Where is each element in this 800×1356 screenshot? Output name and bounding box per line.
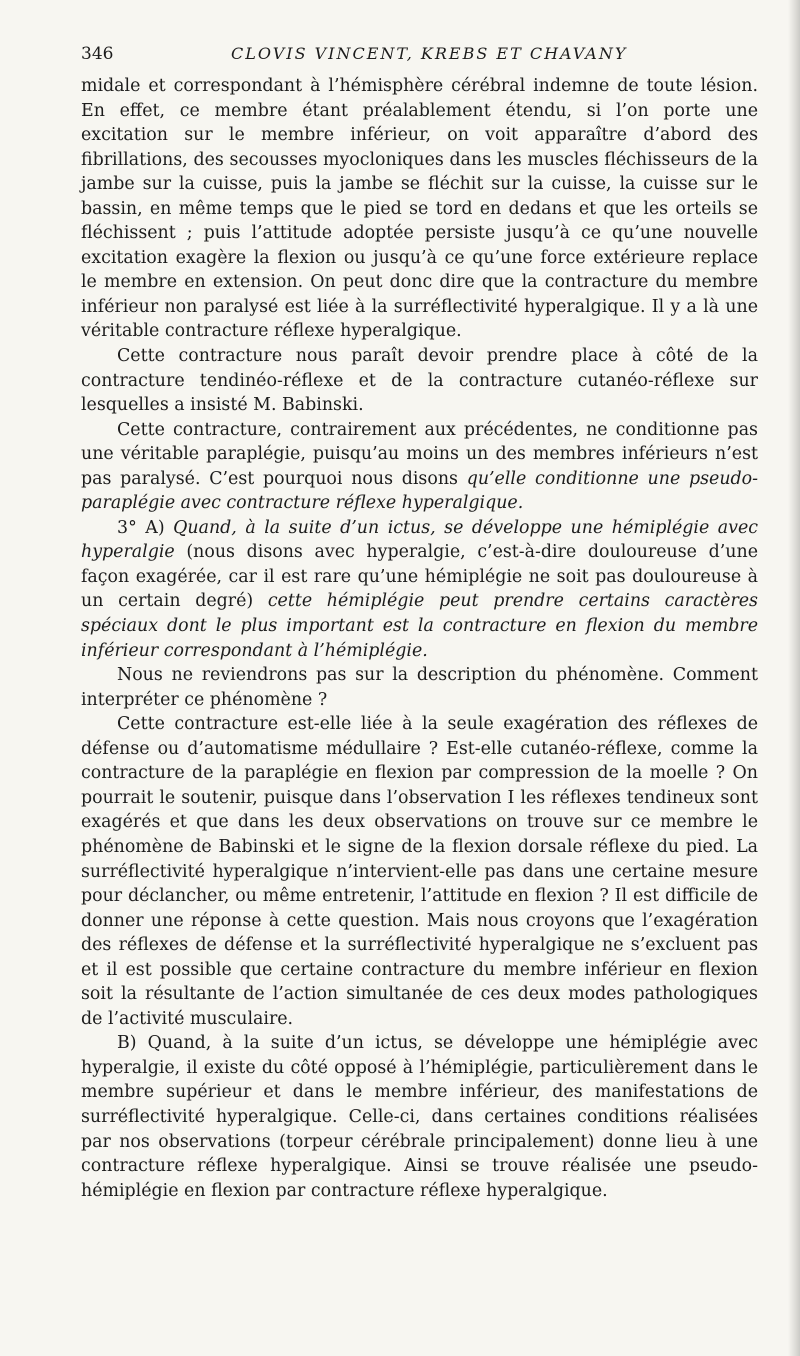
text-segment: (nous disons avec hyperalgie, c’est-à-dire douloureuse d’une façon exagérée, car il est rare qu’une hémiplégie ne soit pas douloureuse à un certain degré) — [81, 542, 758, 612]
text-segment: midale et correspondant à l’hémisphère cérébral indemne de toute lésion. En effet, ce membre étant préalablement étendu, si l’on porte une excitation sur le membre inférieur, on voit apparaître d’abord des fibrillations, des secousses myocloniques dans les muscles fléchisseurs de la jambe sur la cuisse, puis la jambe se fléchit sur la cuisse, la cuisse sur le bassin, en même temps que le pied se tord en dedans et que les orteils se fléchissent ; puis l’attitude adoptée persiste jusqu’à ce qu’une nouvelle excitation exagère la flexion ou jusqu’à ce qu’une force extérieure replace le membre en extension. On peut donc dire que la contracture du membre inférieur non paralysé est liée à la surréflectivité hyperalgique. Il y a là une véritable contracture réflexe hyperalgique. — [81, 76, 758, 342]
page-number: 346 — [81, 44, 114, 64]
italic-text-segment: cette hémiplégie peut prendre certains caractères spéciaux dont le plus important est la contracture en flexion du membre inférieur correspondant à l’hémiplégie. — [81, 591, 758, 661]
text-segment: Cette contracture est-elle liée à la seule exagération des réflexes de défense ou d’automatisme médullaire ? Est-elle cutanéo-réflexe, comme la contracture de la paraplégie en flexion par compression de la moelle ? On pourrait le soutenir, puisque dans l’observation I les réflexes tendineux sont exagérés et que dans les deux observations on trouve sur ce membre le phénomène de Babinski et le signe de la flexion dorsale réflexe du pied. La surréflectivité hyperalgique n’intervient-elle pas dans une certaine mesure pour déclancher, ou même entretenir, l’attitude en flexion ? Il est difficile de donner une réponse à cette question. Mais nous croyons que l’exagération des réflexes de défense et la surréflectivité hyperalgique ne s’excluent pas et il est possible que certaine contracture du membre inférieur en flexion soit la résultante de l’action simultanée de ces deux modes pathologiques de l’activité musculaire. — [81, 714, 758, 1029]
text-segment: Cette contracture nous paraît devoir prendre place à côté de la contracture tendinéo-réflexe et de la contracture cutanéo-réflexe sur lesquelles a insisté M. Babinski. — [81, 346, 758, 416]
body-text — [81, 74, 758, 1203]
paragraph — [81, 712, 758, 1031]
paragraph — [81, 418, 758, 516]
page-header — [81, 40, 758, 74]
paragraph — [81, 1031, 758, 1203]
paragraph — [81, 74, 758, 344]
page-edge-shadow — [788, 0, 800, 1356]
italic-text-segment: Quand, à la suite d’un ictus, se développe une hémiplégie avec hyperalgie — [81, 517, 758, 563]
text-segment: 3° A) — [117, 517, 174, 538]
paragraph — [81, 516, 758, 663]
paragraph — [81, 344, 758, 418]
text-segment: Nous ne reviendrons pas sur la description du phénomène. Comment interpréter ce phénomène ? — [81, 665, 758, 710]
italic-text-segment: qu’elle conditionne une pseudo-paraplégie avec contracture réflexe hyperalgique. — [81, 468, 758, 514]
running-title: CLOVIS VINCENT, KREBS ET CHAVANY — [231, 44, 628, 63]
paragraph — [81, 663, 758, 712]
text-segment: Cette contracture, contrairement aux précédentes, ne conditionne pas une véritable paraplégie, puisqu’au moins un des membres inférieurs n’est pas paralysé. C’est pourquoi nous disons — [81, 419, 758, 489]
text-segment: B) Quand, à la suite d’un ictus, se développe une hémiplégie avec hyperalgie, il existe du côté opposé à l’hémiplégie, particulièrement dans le membre supérieur et dans le membre inférieur, des manifestations de surréflectivité hyperalgique. Celle-ci, dans certaines conditions réalisées par nos observations (torpeur cérébrale principalement) donne lieu à une contracture réflexe hyperalgique. Ainsi se trouve réalisée une pseudo-hémiplégie en flexion par contracture réflexe hyperalgique. — [81, 1033, 758, 1201]
